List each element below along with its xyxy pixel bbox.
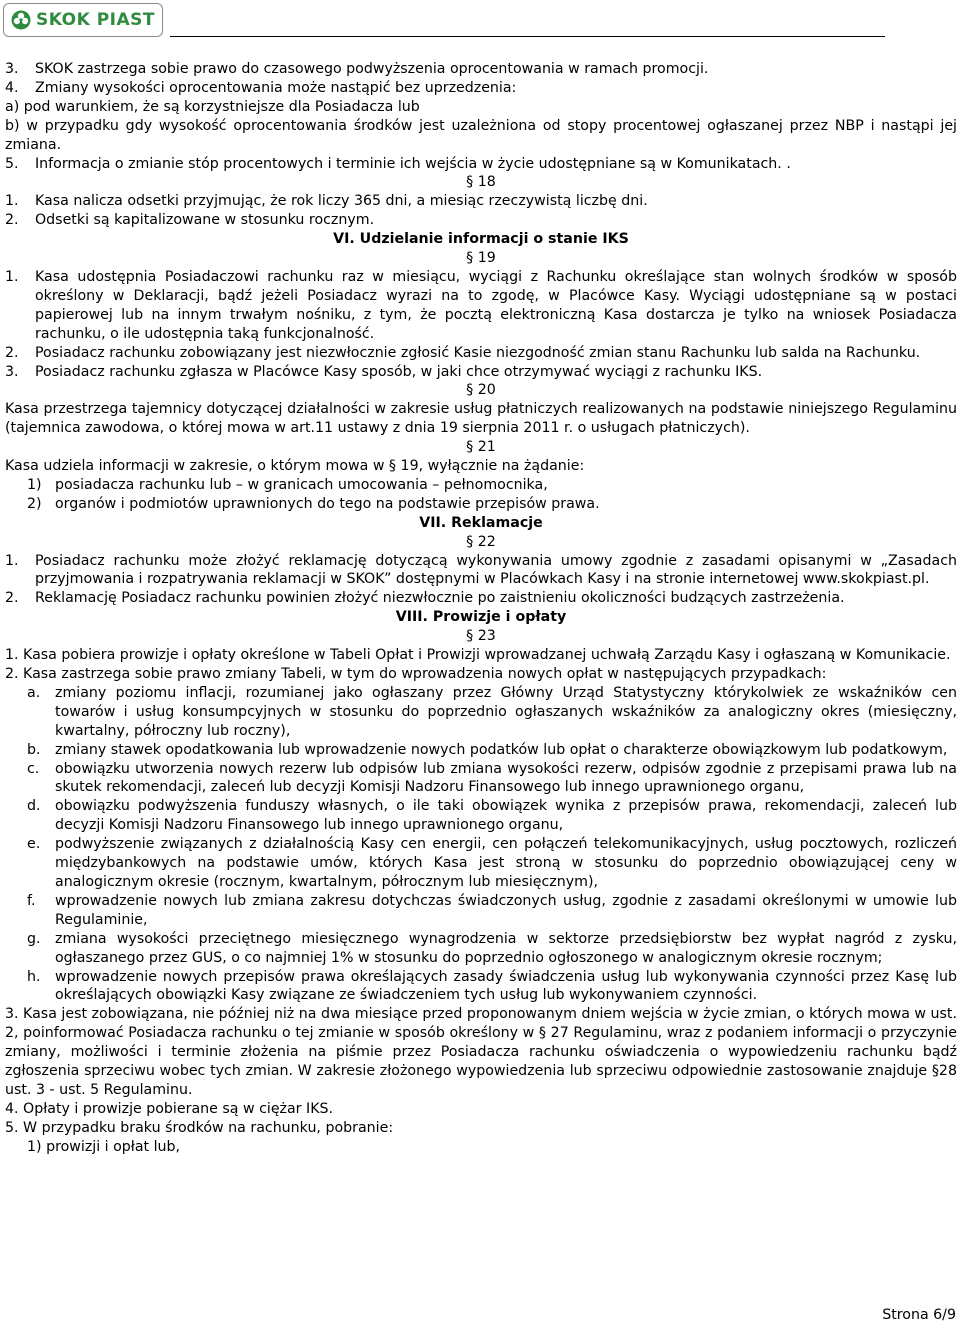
- section-sign-23: § 23: [466, 628, 496, 645]
- chapter-heading-viii: VIII. Prowizje i opłaty: [395, 609, 567, 626]
- paragraph: obowiązku utworzenia nowych rezerw lub odpisów lub zmiana wysokości rezerw, odpisów zgodnie z przepisami prawa lub na skutek rekomendacji, zaleceń lub decyzji Komisji Nadzoru Finansowego lub innego uprawnionego organu,: [55, 760, 957, 796]
- paragraph: Odsetki są kapitalizowane w stosunku rocznym.: [35, 212, 375, 229]
- list-item: 4. Zmiany wysokości oprocentowania może nastąpić bez uprzedzenia:: [5, 79, 957, 98]
- paragraph: Posiadacz rachunku może złożyć reklamację dotyczącą wykonywania umowy zgodnie z zasadami opisanymi w „Zasadach przyjmowania i rozpatrywania reklamacji w SKOK” dostępnymi w Placówkach Kasy i na stronie internetowej www.skokpiast.pl.: [35, 552, 957, 588]
- document-body: [5, 60, 957, 1157]
- paragraph: 1) prowizji i opłat lub,: [27, 1138, 181, 1155]
- list-item: d. obowiązku podwyższenia funduszy własnych, o ile taki obowiązek wynika z przepisów prawa, rekomendacji, zaleceń lub decyzji Komisji Nadzoru Finansowego lub innego uprawnionego organu,: [27, 798, 957, 834]
- paragraph: zmiana wysokości przeciętnego miesięcznego wynagrodzenia w sektorze przedsiębiorstw bez wypłat nagród z zysku, ogłaszanego przez GUS, o co najmniej 1% w stosunku do poprzednio ogłoszonego w analogicznym okresie rocznym;: [55, 930, 957, 966]
- paragraph: Informacja o zmianie stóp procentowych i terminie ich wejścia w życie udostępniane są w Komunikatach. .: [35, 155, 791, 172]
- paragraph: SKOK zastrzega sobie prawo do czasowego podwyższenia oprocentowania w ramach promocji.: [35, 61, 709, 77]
- header-rule: [170, 36, 885, 37]
- page-number: Strona 6/9: [882, 1307, 956, 1323]
- paragraph: b) w przypadku gdy wysokość oprocentowania środków jest uzależniona od stopy procentowej ogłaszanej przez NBP i nastąpi jej zmiana.: [5, 117, 957, 153]
- list-item: b. zmiany stawek opodatkowania lub wprowadzenie nowych podatków lub opłat o charakterze obowiązkowym lub podatkowym,: [5, 741, 957, 760]
- paragraph: a) pod warunkiem, że są korzystniejsze dla Posiadacza lub: [5, 98, 420, 115]
- paragraph: Zmiany wysokości oprocentowania może nastąpić bez uprzedzenia:: [35, 79, 517, 96]
- chapter-heading-vii: VII. Reklamacje: [419, 514, 543, 531]
- list-item: 3. SKOK zastrzega sobie prawo do czasowego podwyższenia oprocentowania w ramach promocji.: [5, 60, 957, 79]
- paragraph: 2. Kasa zastrzega sobie prawo zmiany Tabeli, w tym do wprowadzenia nowych opłat w następujących przypadkach:: [5, 666, 827, 682]
- section-sign-19: § 19: [466, 250, 496, 267]
- paragraph: Kasa nalicza odsetki przyjmując, że rok liczy 365 dni, a miesiąc rzeczywistą liczbę dni.: [35, 193, 648, 210]
- paragraph: wprowadzenie nowych lub zmiana zakresu dotychczas świadczonych usług, zgodnie z zasadami określonymi w umowie lub Regulaminie,: [55, 892, 957, 928]
- paragraph: obowiązku podwyższenia funduszy własnych, o ile taki obowiązek wynika z przepisów prawa, rekomendacji, zaleceń lub decyzji Komisji Nadzoru Finansowego lub innego uprawnionego organu,: [55, 798, 957, 834]
- list-item: 2. Odsetki są kapitalizowane w stosunku rocznym.: [5, 211, 957, 230]
- paragraph: Posiadacz rachunku zobowiązany jest niezwłocznie zgłosić Kasie niezgodność zmian stanu Rachunku lub salda na Rachunku.: [35, 344, 921, 361]
- clover-logo-icon: [11, 10, 31, 30]
- list-item: 2. Reklamację Posiadacz rachunku powinien złożyć niezwłocznie po zaistnieniu okoliczności budzących zastrzeżenia.: [5, 589, 957, 608]
- paragraph: 5. W przypadku braku środków na rachunku, pobranie:: [5, 1119, 394, 1136]
- list-item: 2. Posiadacz rachunku zobowiązany jest niezwłocznie zgłosić Kasie niezgodność zmian stanu Rachunku lub salda na Rachunku.: [5, 344, 957, 363]
- list-item: 1. Posiadacz rachunku może złożyć reklamację dotyczącą wykonywania umowy zgodnie z zasadami opisanymi w „Zasadach przyjmowania i rozpatrywania reklamacji w SKOK” dostępnymi w Placówkach Kasy i na stronie internetowej www.skokpiast.pl.: [5, 552, 957, 588]
- logo-text: SKOK PIAST: [36, 10, 155, 30]
- section-sign-21: § 21: [466, 439, 496, 456]
- paragraph: Reklamację Posiadacz rachunku powinien złożyć niezwłocznie po zaistnieniu okoliczności budzących zastrzeżenia.: [35, 590, 845, 607]
- list-item: 3. Posiadacz rachunku zgłasza w Placówce Kasy sposób, w jaki chce otrzymywać wyciągi z rachunku IKS.: [5, 363, 957, 382]
- list-item: 1. Kasa udostępnia Posiadaczowi rachunku raz w miesiącu, wyciągi z Rachunku określające stan wolnych środków w sposób określony w Deklaracji, bądź jeżeli Posiadacz wyrazi na to zgodę, w Placówce Kasy. Wyciągi udostępniane są w postaci papierowej lub na innym trwałym nośniku, z tym, że pocztą elektroniczną Kasa dostarcza je tylko na wniosek Posiadacza rachunku, o ile udostępnia taką funkcjonalność.: [5, 268, 957, 342]
- paragraph: Kasa przestrzega tajemnicy dotyczącej działalności w zakresie usług płatniczych realizowanych na podstawie niniejszego Regulaminu (tajemnica zawodowa, o której mowa w art.11 ustawy z dnia 19 sierpnia 2011 r. o usługach płatniczych).: [5, 401, 957, 437]
- list-item: h. wprowadzenie nowych przepisów prawa określających zasady świadczenia usług lub wykonywania czynności przez Kasę lub określających obowiązki Kasy związane ze świadczeniem tych usług lub wykonywaniem czynności.: [27, 968, 957, 1004]
- list-item: a. zmiany poziomu inflacji, rozumianej jako ogłaszany przez Główny Urząd Statystyczny którykolwiek ze wskaźników cen towarów i usług konsumpcyjnych w stosunku do poprzednio ogłaszanych wskaźników za analogiczny okres (miesięczny, kwartalny, półroczny lub roczny),: [27, 684, 957, 739]
- list-item: e. podwyższenie związanych z działalnością Kasy cen energii, cen połączeń telekomunikacyjnych, usług pocztowych, rozliczeń międzybankowych na podstawie umów, których Kasa jest stroną w stosunku do poprzednio obowiązującej ceny w analogicznym okresie (rocznym, kwartalnym, półrocznym lub miesięcznym),: [27, 836, 957, 890]
- paragraph: zmiany poziomu inflacji, rozumianej jako ogłaszany przez Główny Urząd Statystyczny którykolwiek ze wskaźników cen towarów i usług konsumpcyjnych w stosunku do poprzednio ogłaszanych wskaźników za analogiczny okres (miesięczny, kwartalny, półroczny lub roczny),: [55, 684, 957, 739]
- paragraph: posiadacza rachunku lub – w granicach umocowania – pełnomocnika,: [55, 476, 548, 493]
- paragraph: 1. Kasa pobiera prowizje i opłaty określone w Tabeli Opłat i Prowizji wprowadzanej uchwałą Zarządu Kasy i ogłaszaną w Komunikacie.: [5, 647, 951, 664]
- chapter-heading-vi: VI. Udzielanie informacji o stanie IKS: [333, 231, 629, 248]
- paragraph: organów i podmiotów uprawnionych do tego na podstawie przepisów prawa.: [55, 495, 600, 512]
- paragraph: wprowadzenie nowych przepisów prawa określających zasady świadczenia usług lub wykonywania czynności przez Kasę lub określających obowiązki Kasy związane ze świadczeniem tych usług lub wykonywaniem czynności.: [55, 968, 957, 1004]
- paragraph: Kasa udziela informacji w zakresie, o którym mowa w § 19, wyłącznie na żądanie:: [5, 458, 585, 475]
- paragraph: Posiadacz rachunku zgłasza w Placówce Kasy sposób, w jaki chce otrzymywać wyciągi z rachunku IKS.: [35, 363, 763, 380]
- page-header: [0, 0, 960, 40]
- list-item: 5. Informacja o zmianie stóp procentowych i terminie ich wejścia w życie udostępniane są w Komunikatach. .: [5, 155, 957, 174]
- skok-piast-logo: [3, 3, 163, 37]
- paragraph: podwyższenie związanych z działalnością Kasy cen energii, cen połączeń telekomunikacyjnych, usług pocztowych, rozliczeń międzybankowych na podstawie umów, których Kasa jest stroną w stosunku do poprzednio obowiązującej ceny w analogicznym okresie (rocznym, kwartalnym, półrocznym lub miesięcznym),: [55, 836, 957, 890]
- section-sign-22: § 22: [466, 533, 496, 550]
- list-item: f. wprowadzenie nowych lub zmiana zakresu dotychczas świadczonych usług, zgodnie z zasadami określonymi w umowie lub Regulaminie,: [27, 892, 957, 928]
- paragraph: 4. Opłaty i prowizje pobierane są w ciężar IKS.: [5, 1100, 334, 1117]
- list-item: 1. Kasa nalicza odsetki przyjmując, że rok liczy 365 dni, a miesiąc rzeczywistą liczbę dni.: [5, 192, 957, 211]
- section-sign-18: § 18: [466, 174, 496, 191]
- paragraph: 3. Kasa jest zobowiązana, nie później niż na dwa miesiące przed proponowanym dniem wejścia w życie zmian, o których mowa w ust. 2, poinformować Posiadacza rachunku o tej zmianie w sposób określony w § 27 Regulaminu, wraz z podaniem informacji o przyczynie zmiany, możliwości i terminie złożenia na piśmie przez Posiadacza rachunku oświadczenia o wypowiedzeniu rachunku bądź zgłoszenia sprzeciwu wobec tych zmian. W zakresie złożonego wypowiedzenia lub sprzeciwu odpowiednie zastosowanie znajduje §28 ust. 3 - ust. 5 Regulaminu.: [5, 1006, 957, 1098]
- list-item: g. zmiana wysokości przeciętnego miesięcznego wynagrodzenia w sektorze przedsiębiorstw bez wypłat nagród z zysku, ogłaszanego przez GUS, o co najmniej 1% w stosunku do poprzednio ogłoszonego w analogicznym okresie rocznym;: [27, 930, 957, 966]
- list-item: c. obowiązku utworzenia nowych rezerw lub odpisów lub zmiana wysokości rezerw, odpisów zgodnie z przepisami prawa lub na skutek rekomendacji, zaleceń lub decyzji Komisji Nadzoru Finansowego lub innego uprawnionego organu,: [27, 760, 957, 796]
- paragraph: zmiany stawek opodatkowania lub wprowadzenie nowych podatków lub opłat o charakterze obowiązkowym lub podatkowym,: [55, 741, 948, 758]
- list-item: 1) posiadacza rachunku lub – w granicach umocowania – pełnomocnika,: [5, 476, 957, 495]
- list-item: 2) organów i podmiotów uprawnionych do tego na podstawie przepisów prawa.: [5, 495, 957, 514]
- section-sign-20: § 20: [466, 382, 496, 399]
- paragraph: Kasa udostępnia Posiadaczowi rachunku raz w miesiącu, wyciągi z Rachunku określające stan wolnych środków w sposób określony w Deklaracji, bądź jeżeli Posiadacz wyrazi na to zgodę, w Placówce Kasy. Wyciągi udostępniane są w postaci papierowej lub na innym trwałym nośniku, z tym, że pocztą elektroniczną Kasa dostarcza je tylko na wniosek Posiadacza rachunku, o ile udostępnia taką funkcjonalność.: [35, 268, 957, 342]
